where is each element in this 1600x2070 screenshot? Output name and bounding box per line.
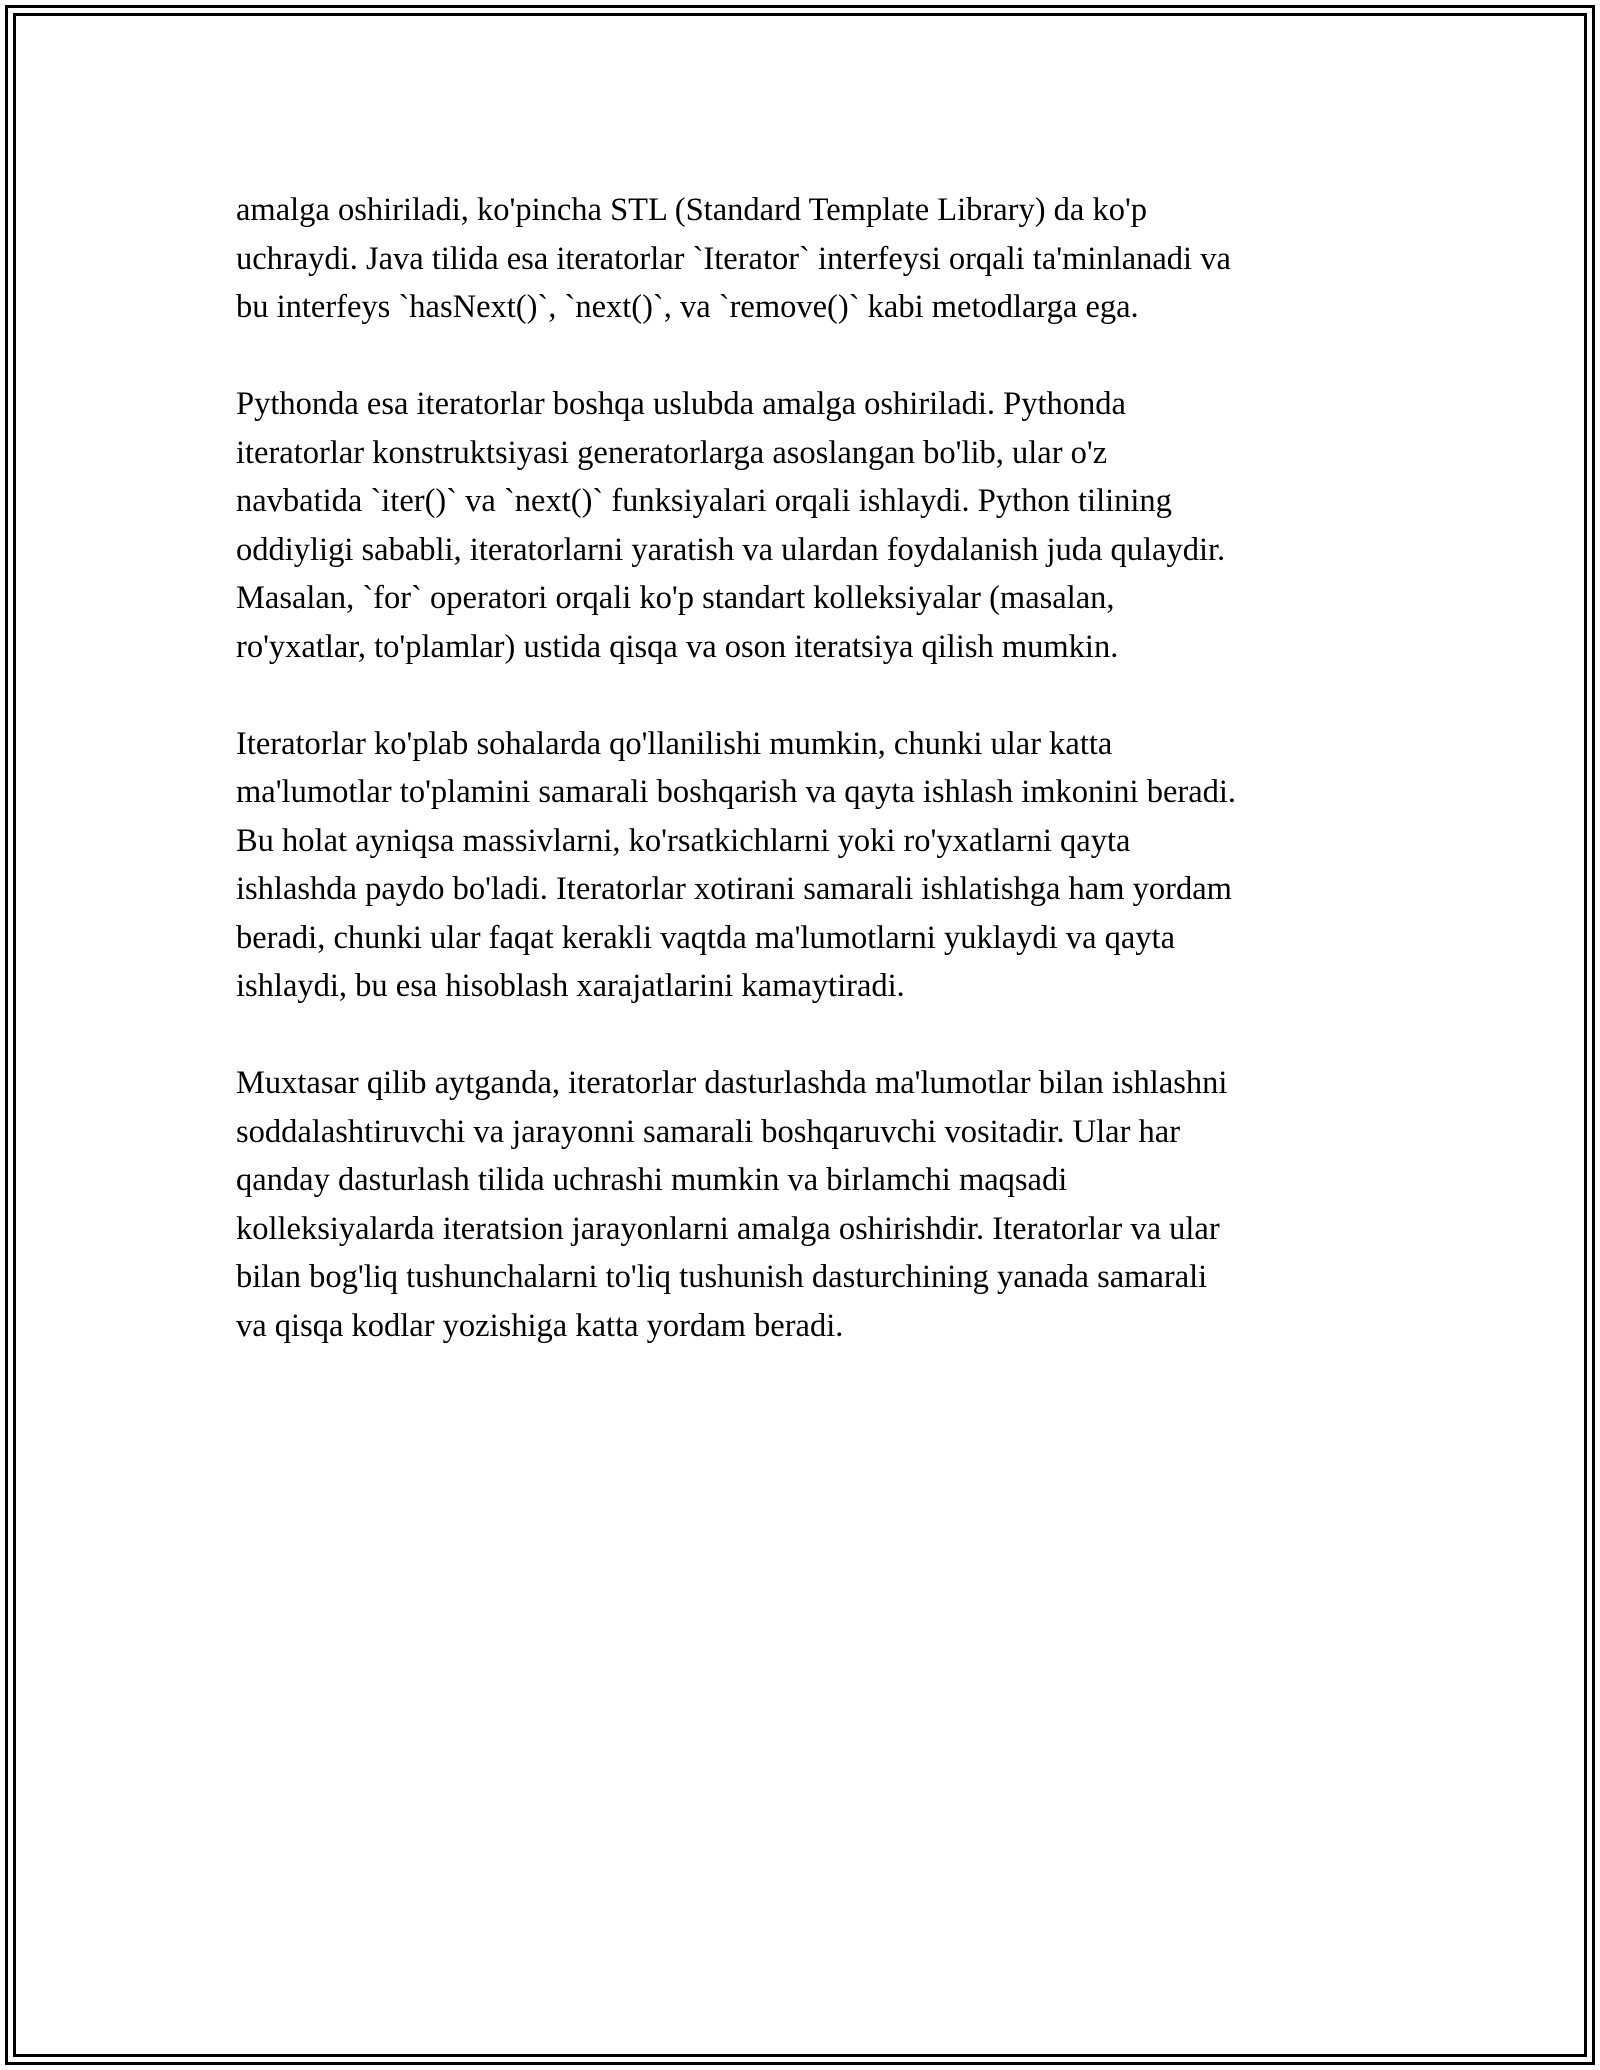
paragraph-1: amalga oshiriladi, ko'pincha STL (Standard Template Library) da ko'p uchraydi. Java tilida esa iteratorlar `Iterator` interfeysi orqali ta'minlanadi va bu interfeys `hasNext()`, `next()`, va `remove()` kabi metodlarga ega. <box>236 192 1231 325</box>
paragraph-4: Muxtasar qilib aytganda, iteratorlar dasturlashda ma'lumotlar bilan ishlashni soddalashtiruvchi va jarayonni samarali boshqaruvchi vositadir. Ular har qanday dasturlash tilida uchrashi mumkin va birlamchi maqsadi kolleksiyalarda iteratsion jarayonlarni amalga oshirishdir. Iteratorlar va ular bilan bog'liq tushunchalarni to'liq tushunish dasturchining yanada samarali va qisqa kodlar yozishiga katta yordam beradi. <box>236 1065 1228 1344</box>
paragraph-2: Pythonda esa iteratorlar boshqa uslubda amalga oshiriladi. Pythonda iteratorlar konstruktsiyasi generatorlarga asoslangan bo'lib, ular o'z navbatida `iter()` va `next()` funksiyalari orqali ishlaydi. Python tilining oddiyligi sababli, iteratorlarni yaratish va ulardan foydalanish juda qulaydir. Masalan, `for` operatori orqali ko'p standart kolleksiyalar (masalan, ro'yxatlar, to'plamlar) ustida qisqa va oson iteratsiya qilish mumkin. <box>236 386 1226 665</box>
paragraph-3: Iteratorlar ko'plab sohalarda qo'llanilishi mumkin, chunki ular katta ma'lumotlar to'plamini samarali boshqarish va qayta ishlash imkonini beradi. Bu holat ayniqsa massivlarni, ko'rsatkichlarni yoki ro'yxatlarni qayta ishlashda paydo bo'ladi. Iteratorlar xotirani samarali ishlatishga ham yordam beradi, chunki ular faqat kerakli vaqtda ma'lumotlarni yuklaydi va qayta ishlaydi, bu esa hisoblash xarajatlarini kamaytiradi. <box>236 725 1237 1004</box>
document-body <box>236 186 1376 1399</box>
